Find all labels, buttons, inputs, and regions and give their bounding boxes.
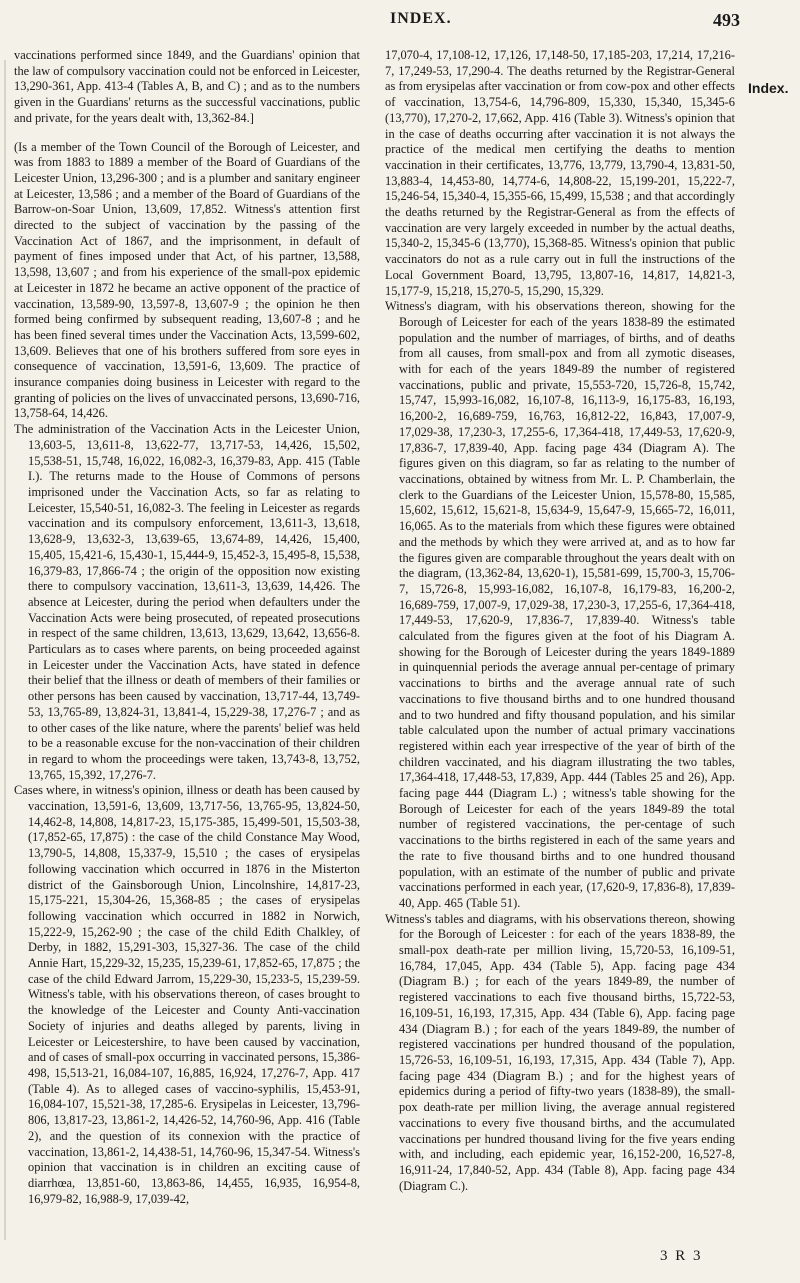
- index-entry: Cases where, in witness's opinion, illness or death has been caused by vaccination, 13,591-6, 13,609, 13,717-56, 13,765-95, 13,824-50, 14,462-8, 14,808, 14,817-23, 15,175-385, 15,499-501, 15,503-38, (17,852-65, 17,875) : the case of the child Constance May Wood, 13,790-5, 14,808, 15,337-9, 15,510 ; the cases of erysipelas following vaccination which occurred in 1876 in the Misterton district of the Gainsborough Union, Lincolnshire, 14,817-23, 15,175-221, 15,304-26, 15,368-85 ; the cases of erysipelas following vaccination which occurred in 1882 in Norwich, 15,222-9, 15,262-90 ; the case of the child Edith Chalkley, of Derby, in 1882, 15,291-303, 15,327-36. The case of the child Annie Hart, 15,229-32, 15,235, 15,239-61, 17,852-65, 17,875 ; the case of the child Edward Jarrom, 15,229-30, 15,233-5, 15,239-59. Witness's table, with his observations thereon, of cases brought to the knowledge of the Leicester and County Anti-vaccination Society of injuries and deaths alleged by parents, living in Leicester or Leicestershire, to have been caused by vaccination, and of cases of small-pox occurring in vaccinated persons, 15,386-498, 15,513-21, 16,084-107, 16,885, 16,924, 17,276-7, App. 417 (Table 4). As to alleged cases of vaccino-syphilis, 15,453-91, 16,084-107, 15,521-38, 17,285-6. Erysipelas in Leicester, 13,796-806, 13,817-23, 13,861-2, 14,426-52, 14,760-96, App. 416 (Table 2), and the question of its connexion with the practice of vaccination, 13,861-2, 14,438-51, 14,760-96, 15,347-54. Witness's opinion that vaccination is in children an exciting cause of diarrhœa, 13,851-60, 13,863-86, 14,455, 16,935, 16,954-8, 16,979-82, 16,988-9, 17,039-42,: [14, 783, 360, 1206]
- page-header: [40, 10, 740, 40]
- index-entry: Witness's diagram, with his observations thereon, showing for the Borough of Leicester for each of the years 1838-89 the estimated population and the number of marriages, of births, and of deaths from all causes, from small-pox and from all zymotic diseases, with for each of the years 1849-89 the number of registered vaccinations, public and private, 15,553-720, 15,726-8, 15,742, 15,747, 15,993-16,082, 16,107-8, 16,113-9, 16,175-83, 16,193, 16,200-2, 16,689-759, 16,763, 16,812-22, 16,843, 17,007-9, 17,029-38, 17,230-3, 17,255-6, 17,364-418, 17,449-53, 17,620-9, 17,836-7, 17,839-40, App. facing page 434 (Diagram A). The figures given on this diagram, so far as relating to the number of vaccinations, obtained by witness from Mr. L. P. Chamberlain, the clerk to the Guardians of the Leicester Union, 15,578-80, 15,585, 15,602, 15,612, 15,621-8, 15,634-9, 15,647-9, 15,665-72, 16,011, 16,065. As to the materials from which these figures were obtained and the methods by which they were arrived at, and as to how far the figures given are comparable throughout the years dealt with on the diagram, (13,362-84, 13,620-1), 15,581-699, 15,700-3, 15,706-7, 15,726-8, 15,993-16,082, 16,107-8, 16,179-83, 16,200-2, 16,689-759, 17,007-9, 17,029-38, 17,230-3, 17,255-6, 17,364-418, 17,449-53, 17,620-9, 17,836-7, 17,839-40. Witness's table calculated from the figures given at the foot of his Diagram A. showing for the Borough of Leicester during the years 1849-1889 in quinquennial periods the average annual per-centage of primary vaccinations to births and the average annual rate of such vaccinations to five thousand births and to one hundred thousand and to two hundred and fifty thousand population, and his similar table calculated upon the number of actual primary vaccinations registered within each year irrespective of the year of birth of the children vaccinated, and his diagram illustrating the two tables, 17,364-418, 17,448-53, 17,839, App. 444 (Tables 25 and 26), App. facing page 444 (Diagram L.) ; witness's table showing for the Borough of Leicester for each of the years 1849-89 the total number of registered vaccinations, the per-centage of such vaccinations to the births registered in each of the same years and the rate to five thousand births and to one hundred thousand population, with an estimate of the number of public and private vaccinations performed in each year, (17,620-9, 17,836-8), 17,839-40, App. 465 (Table 51).: [385, 299, 735, 910]
- index-entry: 17,070-4, 17,108-12, 17,126, 17,148-50, 17,185-203, 17,214, 17,216-7, 17,249-53, 17,290-4. The deaths returned by the Registrar-General as from erysipelas after vaccination or from cow-pox and other effects of vaccination, 13,754-6, 14,796-809, 15,330, 15,340, 15,345-6 (13,770), 17,270-2, 17,662, App. 416 (Table 3). Witness's opinion that in the case of deaths occurring after vaccination it is not always the practice of the medical men certifying the deaths to mention vaccination in their certificates, 13,776, 13,779, 13,790-4, 13,831-50, 13,883-4, 14,453-80, 14,774-6, 14,808-22, 15,199-201, 15,222-7, 15,246-54, 15,340-4, 15,355-66, 15,499, 15,538 ; and that accordingly the deaths returned by the Registrar-General as from the effects of vaccination are very largely exceeded in number by the actual deaths, 15,340-2, 15,345-6 (13,770), 15,368-85. Witness's opinion that public vaccinators do not as a rule carry out in full the instructions of the Local Government Board, 13,795, 13,807-16, 14,817, 14,821-3, 15,177-9, 15,218, 15,270-5, 15,290, 15,329.: [385, 48, 735, 298]
- signature-mark: 3 R 3: [660, 1248, 703, 1264]
- binding-edge: [4, 60, 6, 1240]
- left-column: [14, 48, 360, 1207]
- margin-label: Index.: [748, 80, 789, 96]
- index-entry: (Is a member of the Town Council of the Borough of Leicester, and was from 1883 to 1889 a member of the Board of Guardians of the Leicester Union, 13,296-300 ; and is a plumber and sanitary engineer at Leicester, 13,586 ; and a member of the Board of Guardians of the Barrow-on-Soar Union, 13,609, 17,852. Witness's attention first directed to the subject of vaccination by the passing of the Vaccination Act of 1867, and the imprisonment, in default of payment of fines imposed under that Act, of his partner, 13,588, 13,598, 13,607 ; and from his experience of the small-pox epidemic at Leicester in 1872 he became an active opponent of the practice of vaccination, 13,589-90, 13,597-8, 13,607-9 ; the opinion he then formed being confirmed by subsequent reading, 13,607-8 ; and he has been fined several times under the Vaccination Acts, 13,599-602, 13,609. Believes that one of his brothers suffered from sore eyes in consequence of vaccination, 13,591-6, 13,609. The practice of insurance companies doing business in Leicester with regard to the granting of policies on the lives of unvaccinated persons, 13,690-716, 13,758-64, 14,426.: [14, 139, 360, 421]
- index-entry: The administration of the Vaccination Acts in the Leicester Union, 13,603-5, 13,611-8, 13,622-77, 13,717-53, 14,426, 15,502, 15,538-51, 15,748, 16,022, 16,082-3, 16,379-83, App. 415 (Table I.). The returns made to the House of Commons of persons imprisoned under the Vaccination Acts, so far as relating to Leicester, 15,540-51, 16,082-3. The feeling in Leicester as regards vaccination and its compulsory enforcement, 13,611-3, 13,618, 13,628-9, 13,632-3, 13,639-65, 13,674-89, 14,426, 15,400, 15,405, 15,421-6, 15,430-1, 15,444-9, 15,452-3, 15,495-8, 15,538, 16,379-83, 17,866-74 ; the origin of the opposition now existing there to compulsory vaccination, 13,611-3, 13,639, 14,426. The absence at Leicester, during the period when defaulters under the Vaccination Acts were being prosecuted, of repeated prosecutions in respect of the same children, 13,613, 13,629, 13,642, 13,656-8. Particulars as to cases where parents, on being proceeded against in Leicester under the Vaccination Acts, have stated in defence their belief that the illness or death of members of their families or other persons has been caused by vaccination, 13,717-44, 13,749-53, 13,765-89, 13,824-31, 13,841-4, 15,229-38, 17,276-7 ; and as to other cases of the like nature, where the parents' belief was held to be a reasonable excuse for the non-vaccination of their children in regard to whom the proceedings were taken, 13,743-8, 13,752, 13,765, 15,392, 17,276-7.: [14, 422, 360, 782]
- index-entry: vaccinations performed since 1849, and the Guardians' opinion that the law of compulsory vaccination could not be enforced in Leicester, 13,290-361, App. 413-4 (Tables A, B, and C) ; and as to the numbers given in the Guardians' returns as the successful vaccinations, public and private, for the years dealt with, 13,362-84.]: [14, 48, 360, 125]
- page-title: INDEX.: [390, 10, 452, 27]
- page-number: 493: [713, 10, 740, 30]
- right-column: [385, 48, 735, 1194]
- index-entry: Witness's tables and diagrams, with his observations thereon, showing for the Borough of Leicester : for each of the years 1838-89, the small-pox death-rate per million living, 15,720-53, 16,109-51, 16,784, 17,045, App. 434 (Table 5), App. facing page 434 (Diagram B.) ; for each of the years 1849-89, the number of registered vaccinations to each five thousand births, 15,722-53, 16,109-51, 16,193, 17,315, App. 434 (Table 6), App. facing page 434 (Diagram B.) ; for each of the years 1849-89, the number of registered vaccinations per hundred thousand of the population, 15,726-53, 16,109-51, 16,193, 17,315, App. 434 (Table 7), App. facing page 434 (Diagram B.) ; and for the highest years of epidemics during a period of fifty-two years (1838-89), the small-pox death-rate per million living, the average annual registered vaccinations to every five thousand births, and the accumulated vaccinations per hundred thousand living for the five years ending with, and including, each epidemic year, 16,152-200, 16,527-8, 16,911-24, 17,840-52, App. 434 (Table 8), App. facing page 434 (Diagram C.).: [385, 911, 735, 1193]
